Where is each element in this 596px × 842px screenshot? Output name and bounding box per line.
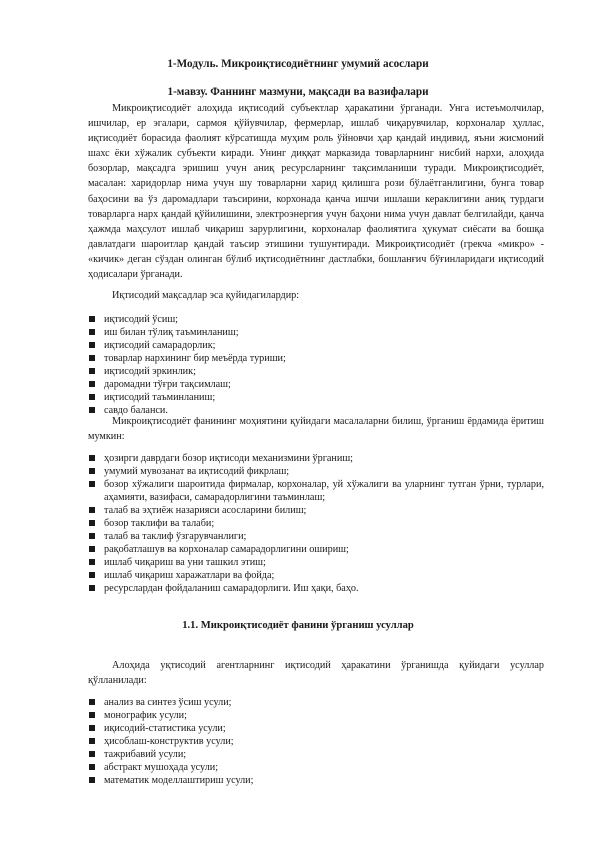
list-item: тажрибавий усули; <box>88 748 544 761</box>
list-item: абстракт мушоҳада усули; <box>88 761 544 774</box>
list-item: даромадни тўғри тақсимлаш; <box>88 378 544 391</box>
tasks-list <box>88 452 544 595</box>
bullet-square-icon <box>89 559 95 565</box>
bullet-square-icon <box>89 342 95 348</box>
bullet-square-icon <box>89 407 95 413</box>
list-item: монографик усули; <box>88 709 544 722</box>
bullet-square-icon <box>89 468 95 474</box>
intro-paragraph-text: Микроиқтисодиёт алоҳида иқтисодий субъектлар ҳаракатини ўрганади. Унга истеъмолчилар, ишчилар, ер эгалари, сармоя қўйувчилар, фермерлар, ишлаб чиқарувчилар, корхоналар ҳуллас, иқтисодиёт борасида фаолият кўрсатишда муҳим роль ўйновчи ҳар қандай индивид, яъни жисмоний шахс ёки хўжалик субъекти киради. Унинг диққат марказида товарларнинг нисбий нархи, алоҳида бозорлар, мақсадга эришиш учун аниқ ресурсларнинг тақсимланиши туради. Микроиқтисодиёт, масалан: харидорлар нима учун шу товарларни харид қилишга рози бўлаётганлигини, бунга товар баҳосини ва ўз даромадлари таъсирини, корхонада қанча ишчи ишлаши кераклигини аниқ турдаги товарларга нарх қандай қўйилишини, электроэнергия учун баҳони нима учун давлат белгилайди, қанча ҳажмда маҳсулот ишлаб чиқариш зарурлигини, корхоналар фаолиятига ҳукумат сиёсати ва бошқа давлатдаги шароитлар қандай таъсир этишини тушунтиради. Микроиқтисодиёт (грекча «микро» - «кичик» деган сўздан олинган бўлиб иқтисодиётнинг дастлабки, бошланғич бўғинларидаги иқтисодий ҳодисалари ўрганади. <box>88 103 544 281</box>
list-item: ишлаб чиқариш ва уни ташкил этиш; <box>88 556 544 569</box>
bullet-square-icon <box>89 699 95 705</box>
list-item: ресурслардан фойдаланиш самарадорлиги. Иш ҳақи, баҳо. <box>88 582 544 595</box>
methods-intro-text: Алоҳида уқтисодий агентларнинг иқтисодий ҳаракатини ўрганишда қуйидаги усуллар қўлланилади: <box>88 660 544 687</box>
list-item: талаб ва эҳтиёж назарияси асосларини билиш; <box>88 504 544 517</box>
goals-intro-text: Иқтисодий мақсадлар эса қуйидагилардир: <box>112 290 300 301</box>
list-item: бозор хўжалиги шароитида фирмалар, корхоналар, уй хўжалиги ва уларнинг тутган ўрни, турлари, аҳамияти, вазифаси, самарадорлигини таъминлаш; <box>88 478 544 504</box>
list-item: ҳисоблаш-конструктив усули; <box>88 735 544 748</box>
bullet-square-icon <box>89 520 95 526</box>
list-item: анализ ва синтез ўсиш усули; <box>88 696 544 709</box>
list-item: иқтисодий эркинлик; <box>88 365 544 378</box>
bullet-square-icon <box>89 355 95 361</box>
bullet-square-icon <box>89 507 95 513</box>
list-item: иқисодий-статистика усули; <box>88 722 544 735</box>
bullet-square-icon <box>89 585 95 591</box>
goals-intro <box>88 288 544 303</box>
list-item: иқтисодий самарадорлик; <box>88 339 544 352</box>
intro-paragraph <box>88 101 544 282</box>
bullet-square-icon <box>89 316 95 322</box>
module-title: 1-Модуль. Микроиқтисодиётнинг умумий асослари <box>167 58 429 70</box>
bullet-square-icon <box>89 764 95 770</box>
list-item: ҳозирги даврдаги бозор иқтисоди механизмини ўрганиш; <box>88 452 544 465</box>
bullet-square-icon <box>89 329 95 335</box>
bullet-square-icon <box>89 777 95 783</box>
methods-intro <box>88 658 544 688</box>
bullet-square-icon <box>89 381 95 387</box>
bullet-square-icon <box>89 368 95 374</box>
list-item: талаб ва таклиф ўзгарувчанлиги; <box>88 530 544 543</box>
methods-list <box>88 696 544 787</box>
bullet-square-icon <box>89 725 95 731</box>
tasks-intro-text: Микроиқтисодиёт фанининг моҳиятини қуйидаги масалаларни билиш, ўрганиш ёрдамида ёритиш мумкин: <box>88 416 544 443</box>
bullet-square-icon <box>89 533 95 539</box>
bullet-square-icon <box>89 738 95 744</box>
bullet-square-icon <box>89 546 95 552</box>
topic-title: 1-мавзу. Фаннинг мазмуни, мақсади ва вазифалари <box>167 86 429 98</box>
list-item: савдо баланси. <box>88 404 544 417</box>
list-item: рақобатлашув ва корхоналар самарадорлигини ошириш; <box>88 543 544 556</box>
list-item: бозор таклифи ва талаби; <box>88 517 544 530</box>
bullet-square-icon <box>89 751 95 757</box>
goals-list <box>88 313 544 417</box>
tasks-intro <box>88 414 544 444</box>
list-item: иқтисодий ўсиш; <box>88 313 544 326</box>
list-item: товарлар нархининг бир меъёрда туриши; <box>88 352 544 365</box>
bullet-square-icon <box>89 572 95 578</box>
bullet-square-icon <box>89 455 95 461</box>
list-item: математик моделлаштириш усули; <box>88 774 544 787</box>
list-item: иқтисодий таъминланиш; <box>88 391 544 404</box>
bullet-square-icon <box>89 481 95 487</box>
list-item: ишлаб чиқариш харажатлари ва фойда; <box>88 569 544 582</box>
list-item: умумий мувозанат ва иқтисодий фикрлаш; <box>88 465 544 478</box>
list-item: иш билан тўлиқ таъминланиш; <box>88 326 544 339</box>
bullet-square-icon <box>89 394 95 400</box>
section-title: 1.1. Микроиқтисодиёт фанини ўрганиш усуллар <box>182 620 414 631</box>
bullet-square-icon <box>89 712 95 718</box>
